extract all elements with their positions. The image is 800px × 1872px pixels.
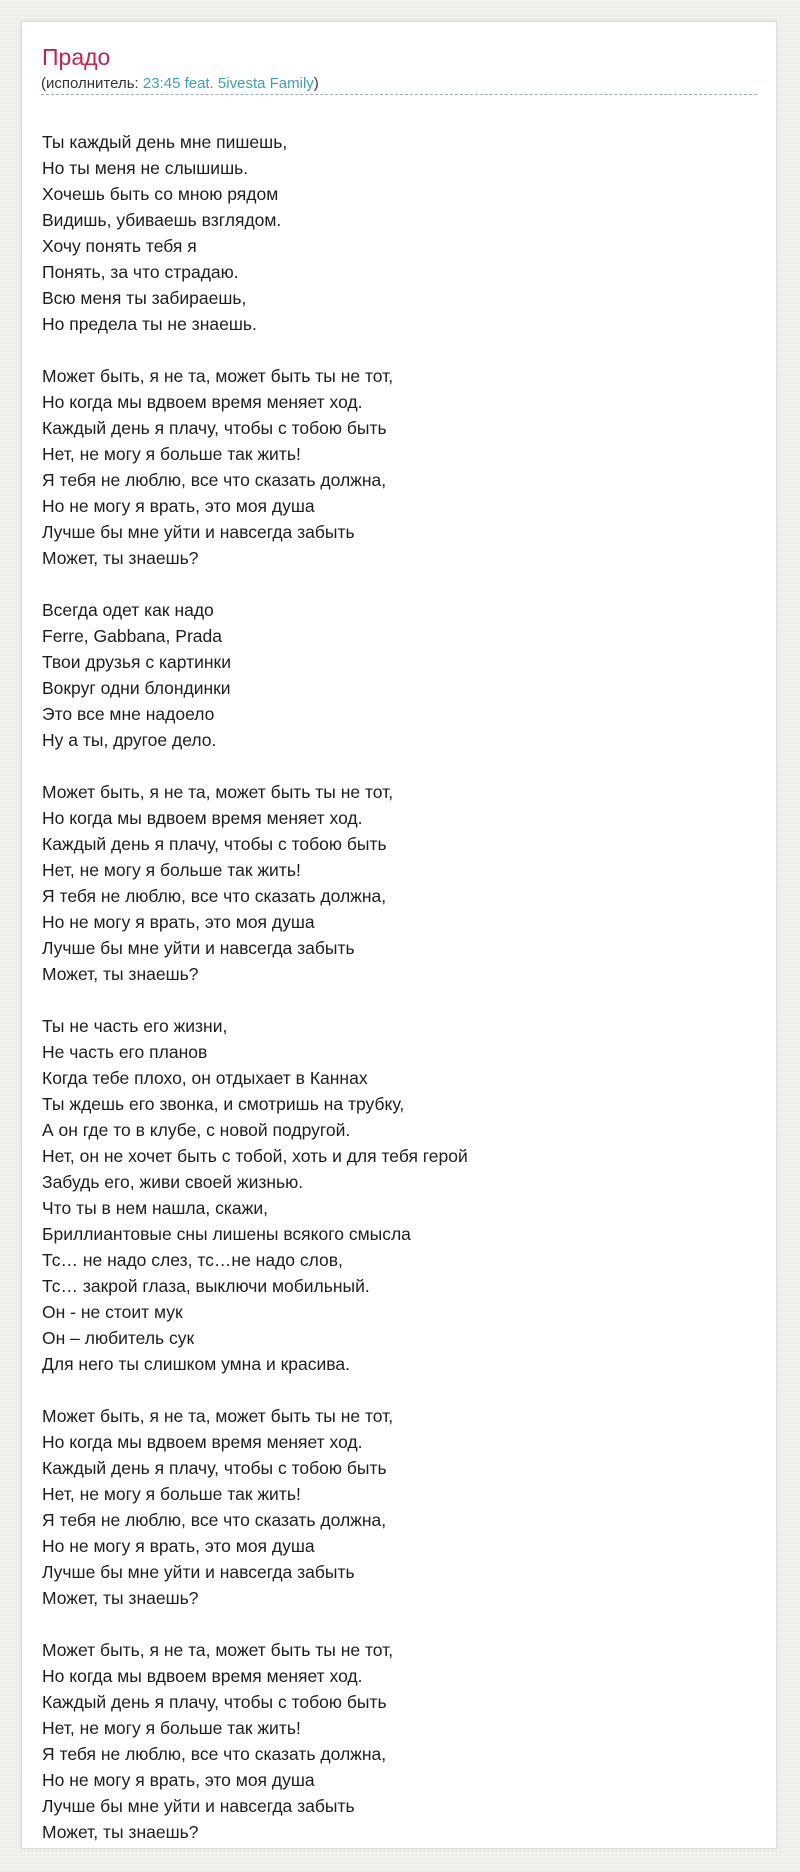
lyrics-line: Может быть, я не та, может быть ты не тот,	[42, 782, 394, 802]
lyrics-line: Забудь его, живи своей жизнью.	[42, 1172, 304, 1192]
lyrics-stanza	[42, 779, 758, 987]
lyrics-stanza	[42, 597, 758, 753]
lyrics-line: Каждый день я плачу, чтобы с тобою быть	[42, 418, 387, 438]
lyrics-stanza	[42, 1637, 758, 1845]
lyrics-stanza	[42, 1403, 758, 1611]
lyrics-line: Но когда мы вдвоем время меняет ход.	[42, 1432, 363, 1452]
lyrics-line: Может быть, я не та, может быть ты не тот,	[42, 366, 394, 386]
lyrics-line: Хочу понять тебя я	[42, 236, 197, 256]
lyrics-card	[21, 21, 777, 1849]
performer-suffix: )	[313, 75, 319, 92]
lyrics-line: Он – любитель сук	[42, 1328, 195, 1348]
lyrics-line: Лучше бы мне уйти и навсегда забыть	[42, 1562, 355, 1582]
lyrics-line: Всегда одет как надо	[42, 600, 214, 620]
lyrics-line: Нет, не могу я больше так жить!	[42, 1718, 301, 1738]
lyrics-line: Может, ты знаешь?	[42, 964, 199, 984]
lyrics-line: Но ты меня не слышишь.	[42, 158, 249, 178]
performer-line	[41, 74, 757, 95]
lyrics-line: Нет, не могу я больше так жить!	[42, 444, 301, 464]
lyrics-line: Но не могу я врать, это моя душа	[42, 1536, 315, 1556]
lyrics-line: Лучше бы мне уйти и навсегда забыть	[42, 522, 355, 542]
lyrics-line: Может быть, я не та, может быть ты не тот,	[42, 1640, 394, 1660]
lyrics-line: Твои друзья с картинки	[42, 652, 231, 672]
lyrics-line: Лучше бы мне уйти и навсегда забыть	[42, 1796, 355, 1816]
lyrics-line: Тс… не надо слез, тс…не надо слов,	[42, 1250, 343, 1270]
lyrics-line: Ты каждый день мне пишешь,	[42, 132, 288, 152]
performer-prefix: (исполнитель:	[41, 75, 143, 92]
lyrics-line: Но когда мы вдвоем время меняет ход.	[42, 1666, 363, 1686]
artist-link[interactable]: 23:45 feat. 5ivesta Family	[142, 75, 314, 92]
lyrics-line: Когда тебе плохо, он отдыхает в Каннах	[42, 1068, 368, 1088]
lyrics-line: Но когда мы вдвоем время меняет ход.	[42, 392, 363, 412]
lyrics-line: Ты не часть его жизни,	[42, 1016, 228, 1036]
lyrics-line: Не часть его планов	[42, 1042, 208, 1062]
lyrics-line: Нет, он не хочет быть с тобой, хоть и для тебя герой	[42, 1146, 468, 1166]
lyrics-line: Я тебя не люблю, все что сказать должна,	[42, 1510, 387, 1530]
lyrics-line: Всю меня ты забираешь,	[42, 288, 247, 308]
lyrics-line: Это все мне надоело	[42, 704, 215, 724]
lyrics-line: Я тебя не люблю, все что сказать должна,	[42, 886, 387, 906]
lyrics-line: Ну а ты, другое дело.	[42, 730, 217, 750]
lyrics-line: Но не могу я врать, это моя душа	[42, 912, 315, 932]
lyrics-line: Он - не стоит мук	[42, 1302, 183, 1322]
song-title: Прадо	[42, 44, 111, 70]
lyrics-line: Каждый день я плачу, чтобы с тобою быть	[42, 1458, 387, 1478]
lyrics-line: Каждый день я плачу, чтобы с тобою быть	[42, 834, 387, 854]
lyrics-line: Но предела ты не знаешь.	[42, 314, 257, 334]
lyrics-line: Понять, за что страдаю.	[42, 262, 239, 282]
lyrics-line: Может, ты знаешь?	[42, 1822, 199, 1842]
lyrics-line: Может, ты знаешь?	[42, 1588, 199, 1608]
lyrics-line: Я тебя не люблю, все что сказать должна,	[42, 1744, 387, 1764]
lyrics-line: Нет, не могу я больше так жить!	[42, 1484, 301, 1504]
lyrics-line: Лучше бы мне уйти и навсегда забыть	[42, 938, 355, 958]
lyrics-stanza	[42, 129, 758, 337]
lyrics-line: Но не могу я врать, это моя душа	[42, 496, 315, 516]
lyrics-line: Но не могу я врать, это моя душа	[42, 1770, 315, 1790]
lyrics-body	[42, 129, 758, 1871]
lyrics-line: Но когда мы вдвоем время меняет ход.	[42, 808, 363, 828]
lyrics-line: Ferre, Gabbana, Prada	[42, 626, 222, 646]
lyrics-line: Может быть, я не та, может быть ты не тот,	[42, 1406, 394, 1426]
lyrics-line: Что ты в нем нашла, скажи,	[42, 1198, 268, 1218]
lyrics-line: Ты ждешь его звонка, и смотришь на трубку,	[42, 1094, 405, 1114]
lyrics-line: Каждый день я плачу, чтобы с тобою быть	[42, 1692, 387, 1712]
lyrics-line: Бриллиантовые сны лишены всякого смысла	[42, 1224, 411, 1244]
lyrics-stanza	[42, 1013, 758, 1377]
lyrics-line: Для него ты слишком умна и красива.	[42, 1354, 350, 1374]
lyrics-line: Видишь, убиваешь взглядом.	[42, 210, 282, 230]
lyrics-line: Хочешь быть со мною рядом	[42, 184, 279, 204]
lyrics-line: А он где то в клубе, с новой подругой.	[42, 1120, 351, 1140]
lyrics-line: Вокруг одни блондинки	[42, 678, 231, 698]
lyrics-line: Я тебя не люблю, все что сказать должна,	[42, 470, 387, 490]
lyrics-line: Может, ты знаешь?	[42, 548, 199, 568]
lyrics-line: Тс… закрой глаза, выключи мобильный.	[42, 1276, 370, 1296]
lyrics-line: Нет, не могу я больше так жить!	[42, 860, 301, 880]
lyrics-stanza	[42, 363, 758, 571]
